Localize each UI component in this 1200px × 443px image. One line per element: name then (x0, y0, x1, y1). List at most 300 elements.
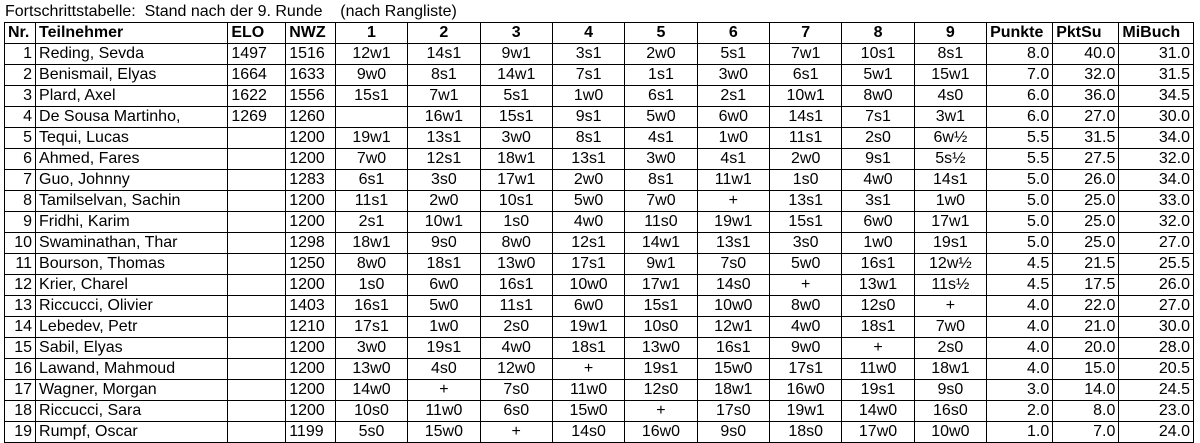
round-1-result-cell: 1s0 (335, 275, 407, 296)
participant-name-cell: Krier, Charel (36, 275, 228, 296)
rank-cell: 8 (5, 191, 36, 212)
table-row (5, 65, 1194, 86)
mibuch-cell: 27.0 (1119, 296, 1194, 317)
round-4-result-cell: 14s0 (552, 422, 624, 443)
round-3-result-cell: 13w0 (480, 254, 552, 275)
participant-name-cell: Reding, Sevda (36, 44, 228, 65)
round-7-result-cell: 7w1 (769, 44, 841, 65)
round-8-result-cell: 19s1 (842, 380, 914, 401)
column-header-3: ELO (228, 23, 286, 44)
round-5-result-cell: 13w0 (625, 338, 697, 359)
mibuch-cell: 28.0 (1119, 338, 1194, 359)
table-header (5, 23, 1194, 44)
round-3-result-cell: 12w0 (480, 359, 552, 380)
round-3-result-cell: 2s0 (480, 317, 552, 338)
round-7-result-cell: 15s1 (769, 212, 841, 233)
column-header-6: 2 (408, 23, 480, 44)
table-caption: Fortschrittstabelle: Stand nach der 9. Runde (nach Rangliste) (5, 3, 457, 20)
pktsu-cell: 25.0 (1053, 191, 1119, 212)
round-1-result-cell: 19w1 (335, 128, 407, 149)
round-8-result-cell: 12s0 (842, 296, 914, 317)
rank-cell: 16 (5, 359, 36, 380)
column-header-9: 5 (625, 23, 697, 44)
round-1-result-cell: 13w0 (335, 359, 407, 380)
mibuch-cell: 34.0 (1119, 128, 1194, 149)
round-4-result-cell: 9s1 (552, 107, 624, 128)
nwz-cell: 1633 (286, 65, 336, 86)
round-7-result-cell: 13s1 (769, 191, 841, 212)
pktsu-cell: 25.0 (1053, 233, 1119, 254)
participant-name-cell: Lebedev, Petr (36, 317, 228, 338)
round-7-result-cell: 16w0 (769, 380, 841, 401)
elo-cell (228, 359, 286, 380)
elo-cell: 1622 (228, 86, 286, 107)
mibuch-cell: 30.0 (1119, 107, 1194, 128)
round-4-result-cell: 19w1 (552, 317, 624, 338)
participant-name-cell: Tequi, Lucas (36, 128, 228, 149)
round-8-result-cell: 14w0 (842, 401, 914, 422)
round-3-result-cell: 7s0 (480, 380, 552, 401)
round-1-result-cell: 2s1 (335, 212, 407, 233)
elo-cell (228, 317, 286, 338)
round-1-result-cell: 5s0 (335, 422, 407, 443)
round-6-result-cell: 2s1 (697, 86, 769, 107)
round-4-result-cell: + (552, 359, 624, 380)
table-row (5, 401, 1194, 422)
round-4-result-cell: 6w0 (552, 296, 624, 317)
rank-cell: 14 (5, 317, 36, 338)
round-4-result-cell: 17s1 (552, 254, 624, 275)
progress-table (4, 22, 1194, 443)
rank-cell: 2 (5, 65, 36, 86)
round-9-result-cell: 4s0 (914, 86, 986, 107)
round-2-result-cell: 18s1 (408, 254, 480, 275)
mibuch-cell: 32.0 (1119, 149, 1194, 170)
points-cell: 2.0 (987, 401, 1053, 422)
round-4-result-cell: 2w0 (552, 170, 624, 191)
elo-cell (228, 422, 286, 443)
round-6-result-cell: 7s0 (697, 254, 769, 275)
elo-cell (228, 233, 286, 254)
round-3-result-cell: 18w1 (480, 149, 552, 170)
table-row (5, 338, 1194, 359)
participant-name-cell: Wagner, Morgan (36, 380, 228, 401)
table-row (5, 44, 1194, 65)
participant-name-cell: Ahmed, Fares (36, 149, 228, 170)
column-header-10: 6 (697, 23, 769, 44)
rank-cell: 18 (5, 401, 36, 422)
column-header-8: 4 (552, 23, 624, 44)
mibuch-cell: 34.5 (1119, 86, 1194, 107)
pktsu-cell: 22.0 (1053, 296, 1119, 317)
round-9-result-cell: 14s1 (914, 170, 986, 191)
round-1-result-cell: 9w0 (335, 65, 407, 86)
round-6-result-cell: 17s0 (697, 401, 769, 422)
pktsu-cell: 27.5 (1053, 149, 1119, 170)
column-header-15: PktSu (1053, 23, 1119, 44)
table-row (5, 275, 1194, 296)
round-9-result-cell: 6w½ (914, 128, 986, 149)
nwz-cell: 1200 (286, 380, 336, 401)
round-7-result-cell: 17s1 (769, 359, 841, 380)
points-cell: 5.0 (987, 191, 1053, 212)
round-3-result-cell: 11s1 (480, 296, 552, 317)
round-3-result-cell: 4w0 (480, 338, 552, 359)
round-3-result-cell: 1s0 (480, 212, 552, 233)
nwz-cell: 1200 (286, 275, 336, 296)
round-2-result-cell: 6w0 (408, 275, 480, 296)
rank-cell: 13 (5, 296, 36, 317)
round-5-result-cell: 10s0 (625, 317, 697, 338)
points-cell: 5.0 (987, 170, 1053, 191)
pktsu-cell: 17.5 (1053, 275, 1119, 296)
round-8-result-cell: 9s1 (842, 149, 914, 170)
round-2-result-cell: + (408, 380, 480, 401)
points-cell: 3.0 (987, 380, 1053, 401)
pktsu-cell: 31.5 (1053, 128, 1119, 149)
round-4-result-cell: 13s1 (552, 149, 624, 170)
points-cell: 7.0 (987, 65, 1053, 86)
nwz-cell: 1200 (286, 191, 336, 212)
participant-name-cell: De Sousa Martinho, (36, 107, 228, 128)
round-7-result-cell: 9w0 (769, 338, 841, 359)
round-4-result-cell: 10w0 (552, 275, 624, 296)
elo-cell: 1497 (228, 44, 286, 65)
round-8-result-cell: 6w0 (842, 212, 914, 233)
round-2-result-cell: 1w0 (408, 317, 480, 338)
rank-cell: 19 (5, 422, 36, 443)
round-8-result-cell: 2s0 (842, 128, 914, 149)
round-9-result-cell: 2s0 (914, 338, 986, 359)
round-1-result-cell: 17s1 (335, 317, 407, 338)
points-cell: 4.5 (987, 254, 1053, 275)
elo-cell: 1269 (228, 107, 286, 128)
round-2-result-cell: 15w0 (408, 422, 480, 443)
mibuch-cell: 34.0 (1119, 170, 1194, 191)
round-1-result-cell: 11s1 (335, 191, 407, 212)
table-row (5, 296, 1194, 317)
elo-cell (228, 380, 286, 401)
round-6-result-cell: 11w1 (697, 170, 769, 191)
round-4-result-cell: 3s1 (552, 44, 624, 65)
round-1-result-cell (335, 107, 407, 128)
rank-cell: 17 (5, 380, 36, 401)
column-header-1: Nr. (5, 23, 36, 44)
mibuch-cell: 23.0 (1119, 401, 1194, 422)
participant-name-cell: Sabil, Elyas (36, 338, 228, 359)
participant-name-cell: Riccucci, Olivier (36, 296, 228, 317)
rank-cell: 9 (5, 212, 36, 233)
round-2-result-cell: 11w0 (408, 401, 480, 422)
round-8-result-cell: 8w0 (842, 86, 914, 107)
mibuch-cell: 30.0 (1119, 317, 1194, 338)
mibuch-cell: 32.0 (1119, 212, 1194, 233)
round-7-result-cell: 4w0 (769, 317, 841, 338)
points-cell: 6.0 (987, 86, 1053, 107)
points-cell: 6.0 (987, 107, 1053, 128)
round-3-result-cell: + (480, 422, 552, 443)
round-6-result-cell: 6w0 (697, 107, 769, 128)
round-8-result-cell: 4w0 (842, 170, 914, 191)
round-6-result-cell: 9s0 (697, 422, 769, 443)
points-cell: 4.0 (987, 296, 1053, 317)
round-9-result-cell: 19s1 (914, 233, 986, 254)
mibuch-cell: 27.0 (1119, 233, 1194, 254)
round-9-result-cell: 9s0 (914, 380, 986, 401)
participant-name-cell: Fridhi, Karim (36, 212, 228, 233)
round-3-result-cell: 16s1 (480, 275, 552, 296)
round-9-result-cell: 1w0 (914, 191, 986, 212)
round-8-result-cell: 3s1 (842, 191, 914, 212)
round-1-result-cell: 7w0 (335, 149, 407, 170)
table-row (5, 149, 1194, 170)
participant-name-cell: Guo, Johnny (36, 170, 228, 191)
round-8-result-cell: 13w1 (842, 275, 914, 296)
points-cell: 4.0 (987, 338, 1053, 359)
round-2-result-cell: 14s1 (408, 44, 480, 65)
pktsu-cell: 40.0 (1053, 44, 1119, 65)
round-4-result-cell: 12s1 (552, 233, 624, 254)
round-5-result-cell: 12s0 (625, 380, 697, 401)
nwz-cell: 1200 (286, 401, 336, 422)
round-5-result-cell: 1s1 (625, 65, 697, 86)
round-1-result-cell: 10s0 (335, 401, 407, 422)
round-1-result-cell: 8w0 (335, 254, 407, 275)
round-3-result-cell: 5s1 (480, 86, 552, 107)
round-7-result-cell: 14s1 (769, 107, 841, 128)
round-6-result-cell: 14s0 (697, 275, 769, 296)
round-3-result-cell: 15s1 (480, 107, 552, 128)
participant-name-cell: Tamilselvan, Sachin (36, 191, 228, 212)
round-7-result-cell: 19w1 (769, 401, 841, 422)
round-2-result-cell: 12s1 (408, 149, 480, 170)
round-8-result-cell: 17w0 (842, 422, 914, 443)
round-3-result-cell: 3w0 (480, 128, 552, 149)
round-7-result-cell: 3s0 (769, 233, 841, 254)
round-8-result-cell: 10s1 (842, 44, 914, 65)
round-4-result-cell: 7s1 (552, 65, 624, 86)
elo-cell (228, 401, 286, 422)
round-5-result-cell: 8s1 (625, 170, 697, 191)
column-header-7: 3 (480, 23, 552, 44)
elo-cell (228, 191, 286, 212)
round-3-result-cell: 6s0 (480, 401, 552, 422)
nwz-cell: 1210 (286, 317, 336, 338)
column-header-11: 7 (769, 23, 841, 44)
participant-name-cell: Plard, Axel (36, 86, 228, 107)
pktsu-cell: 27.0 (1053, 107, 1119, 128)
nwz-cell: 1200 (286, 128, 336, 149)
table-row (5, 212, 1194, 233)
participant-name-cell: Rumpf, Oscar (36, 422, 228, 443)
column-header-2: Teilnehmer (36, 23, 228, 44)
participant-name-cell: Swaminathan, Thar (36, 233, 228, 254)
round-6-result-cell: 12w1 (697, 317, 769, 338)
round-6-result-cell: 10w0 (697, 296, 769, 317)
round-1-result-cell: 3w0 (335, 338, 407, 359)
nwz-cell: 1250 (286, 254, 336, 275)
elo-cell (228, 128, 286, 149)
pktsu-cell: 32.0 (1053, 65, 1119, 86)
round-7-result-cell: 18s0 (769, 422, 841, 443)
round-6-result-cell: 4s1 (697, 149, 769, 170)
participant-name-cell: Bourson, Thomas (36, 254, 228, 275)
table-row (5, 359, 1194, 380)
table-row (5, 317, 1194, 338)
round-5-result-cell: 6s1 (625, 86, 697, 107)
elo-cell (228, 149, 286, 170)
round-5-result-cell: 2w0 (625, 44, 697, 65)
column-header-12: 8 (842, 23, 914, 44)
pktsu-cell: 21.5 (1053, 254, 1119, 275)
points-cell: 5.5 (987, 149, 1053, 170)
points-cell: 4.0 (987, 359, 1053, 380)
rank-cell: 11 (5, 254, 36, 275)
column-header-13: 9 (914, 23, 986, 44)
rank-cell: 12 (5, 275, 36, 296)
nwz-cell: 1200 (286, 212, 336, 233)
mibuch-cell: 25.5 (1119, 254, 1194, 275)
mibuch-cell: 31.5 (1119, 65, 1194, 86)
table-row (5, 254, 1194, 275)
round-5-result-cell: 11s0 (625, 212, 697, 233)
elo-cell: 1664 (228, 65, 286, 86)
nwz-cell: 1199 (286, 422, 336, 443)
round-2-result-cell: 3s0 (408, 170, 480, 191)
round-1-result-cell: 18w1 (335, 233, 407, 254)
nwz-cell: 1200 (286, 338, 336, 359)
round-6-result-cell: 13s1 (697, 233, 769, 254)
nwz-cell: 1200 (286, 359, 336, 380)
rank-cell: 15 (5, 338, 36, 359)
points-cell: 4.5 (987, 275, 1053, 296)
points-cell: 1.0 (987, 422, 1053, 443)
round-2-result-cell: 5w0 (408, 296, 480, 317)
round-1-result-cell: 16s1 (335, 296, 407, 317)
pktsu-cell: 15.0 (1053, 359, 1119, 380)
round-5-result-cell: 5w0 (625, 107, 697, 128)
round-9-result-cell: 11s½ (914, 275, 986, 296)
mibuch-cell: 24.5 (1119, 380, 1194, 401)
nwz-cell: 1298 (286, 233, 336, 254)
round-9-result-cell: 15w1 (914, 65, 986, 86)
round-3-result-cell: 14w1 (480, 65, 552, 86)
rank-cell: 6 (5, 149, 36, 170)
round-7-result-cell: 1s0 (769, 170, 841, 191)
round-1-result-cell: 6s1 (335, 170, 407, 191)
table-row (5, 170, 1194, 191)
round-6-result-cell: 1w0 (697, 128, 769, 149)
round-7-result-cell: 11s1 (769, 128, 841, 149)
rank-cell: 3 (5, 86, 36, 107)
table-row (5, 191, 1194, 212)
round-6-result-cell: 16s1 (697, 338, 769, 359)
round-2-result-cell: 4s0 (408, 359, 480, 380)
round-1-result-cell: 15s1 (335, 86, 407, 107)
rank-cell: 10 (5, 233, 36, 254)
round-6-result-cell: 18w1 (697, 380, 769, 401)
round-9-result-cell: 3w1 (914, 107, 986, 128)
round-3-result-cell: 17w1 (480, 170, 552, 191)
round-9-result-cell: 8s1 (914, 44, 986, 65)
rank-cell: 1 (5, 44, 36, 65)
mibuch-cell: 20.5 (1119, 359, 1194, 380)
round-5-result-cell: + (625, 401, 697, 422)
round-9-result-cell: 12w½ (914, 254, 986, 275)
round-5-result-cell: 19s1 (625, 359, 697, 380)
table-row (5, 422, 1194, 443)
round-1-result-cell: 12w1 (335, 44, 407, 65)
round-8-result-cell: 18s1 (842, 317, 914, 338)
round-5-result-cell: 9w1 (625, 254, 697, 275)
nwz-cell: 1260 (286, 107, 336, 128)
nwz-cell: 1283 (286, 170, 336, 191)
mibuch-cell: 24.0 (1119, 422, 1194, 443)
pktsu-cell: 20.0 (1053, 338, 1119, 359)
nwz-cell: 1516 (286, 44, 336, 65)
table-row (5, 380, 1194, 401)
elo-cell (228, 338, 286, 359)
round-9-result-cell: 7w0 (914, 317, 986, 338)
elo-cell (228, 254, 286, 275)
pktsu-cell: 14.0 (1053, 380, 1119, 401)
points-cell: 8.0 (987, 44, 1053, 65)
round-9-result-cell: + (914, 296, 986, 317)
round-2-result-cell: 9s0 (408, 233, 480, 254)
round-7-result-cell: 2w0 (769, 149, 841, 170)
round-5-result-cell: 16w0 (625, 422, 697, 443)
round-9-result-cell: 18w1 (914, 359, 986, 380)
round-7-result-cell: 6s1 (769, 65, 841, 86)
participant-name-cell: Riccucci, Sara (36, 401, 228, 422)
pktsu-cell: 25.0 (1053, 212, 1119, 233)
column-header-4: NWZ (286, 23, 336, 44)
round-6-result-cell: 5s1 (697, 44, 769, 65)
mibuch-cell: 31.0 (1119, 44, 1194, 65)
round-9-result-cell: 16s0 (914, 401, 986, 422)
pktsu-cell: 7.0 (1053, 422, 1119, 443)
round-1-result-cell: 14w0 (335, 380, 407, 401)
round-5-result-cell: 15s1 (625, 296, 697, 317)
round-8-result-cell: 1w0 (842, 233, 914, 254)
rank-cell: 7 (5, 170, 36, 191)
table-row (5, 86, 1194, 107)
round-5-result-cell: 4s1 (625, 128, 697, 149)
round-4-result-cell: 1w0 (552, 86, 624, 107)
round-6-result-cell: 3w0 (697, 65, 769, 86)
nwz-cell: 1200 (286, 149, 336, 170)
column-header-14: Punkte (987, 23, 1053, 44)
mibuch-cell: 26.0 (1119, 275, 1194, 296)
elo-cell (228, 275, 286, 296)
mibuch-cell: 33.0 (1119, 191, 1194, 212)
round-2-result-cell: 10w1 (408, 212, 480, 233)
round-2-result-cell: 2w0 (408, 191, 480, 212)
round-6-result-cell: + (697, 191, 769, 212)
participant-name-cell: Lawand, Mahmoud (36, 359, 228, 380)
pktsu-cell: 36.0 (1053, 86, 1119, 107)
pktsu-cell: 26.0 (1053, 170, 1119, 191)
round-7-result-cell: 10w1 (769, 86, 841, 107)
round-2-result-cell: 13s1 (408, 128, 480, 149)
pktsu-cell: 21.0 (1053, 317, 1119, 338)
round-9-result-cell: 10w0 (914, 422, 986, 443)
table-row (5, 107, 1194, 128)
column-header-16: MiBuch (1119, 23, 1194, 44)
round-8-result-cell: 16s1 (842, 254, 914, 275)
nwz-cell: 1556 (286, 86, 336, 107)
table-body (5, 44, 1194, 443)
